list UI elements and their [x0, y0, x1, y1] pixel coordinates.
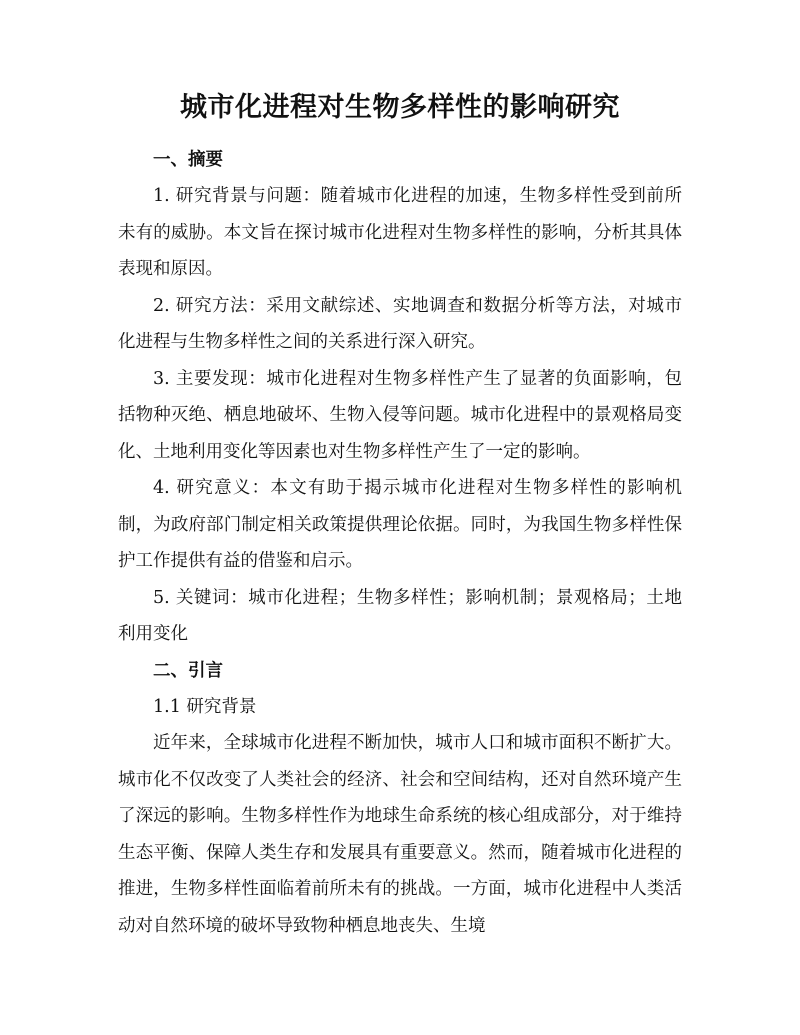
document-page: [118, 88, 682, 944]
abstract-item-1: 1. 研究背景与问题：随着城市化进程的加速，生物多样性受到前所未有的威胁。本文旨在探讨城市化进程对生物多样性的影响，分析其具体表现和原因。: [118, 186, 682, 279]
introduction-heading: 二、引言: [153, 660, 223, 681]
abstract-item-2: 2. 研究方法：采用文献综述、实地调查和数据分析等方法，对城市化进程与生物多样性之间的关系进行深入研究。: [118, 295, 682, 352]
research-background-subheading: 1.1 研究背景: [153, 696, 257, 717]
abstract-item-5-keywords: 5. 关键词：城市化进程；生物多样性；影响机制；景观格局；土地利用变化: [118, 587, 682, 644]
abstract-item-4: 4. 研究意义：本文有助于揭示城市化进程对生物多样性的影响机制，为政府部门制定相关政策提供理论依据。同时，为我国生物多样性保护工作提供有益的借鉴和启示。: [118, 478, 682, 571]
document-title: 城市化进程对生物多样性的影响研究: [180, 92, 620, 123]
introduction-paragraph: 近年来，全球城市化进程不断加快，城市人口和城市面积不断扩大。城市化不仅改变了人类社会的经济、社会和空间结构，还对自然环境产生了深远的影响。生物多样性作为地球生命系统的核心组成部分，对于维持生态平衡、保障人类生存和发展具有重要意义。然而，随着城市化进程的推进，生物多样性面临着前所未有的挑战。一方面，城市化进程中人类活动对自然环境的破坏导致物种栖息地丧失、生境: [118, 733, 682, 936]
abstract-heading: 一、摘要: [153, 150, 223, 170]
abstract-item-3: 3. 主要发现：城市化进程对生物多样性产生了显著的负面影响，包括物种灭绝、栖息地破坏、生物入侵等问题。城市化进程中的景观格局变化、土地利用变化等因素也对生物多样性产生了一定的影响。: [118, 368, 682, 462]
